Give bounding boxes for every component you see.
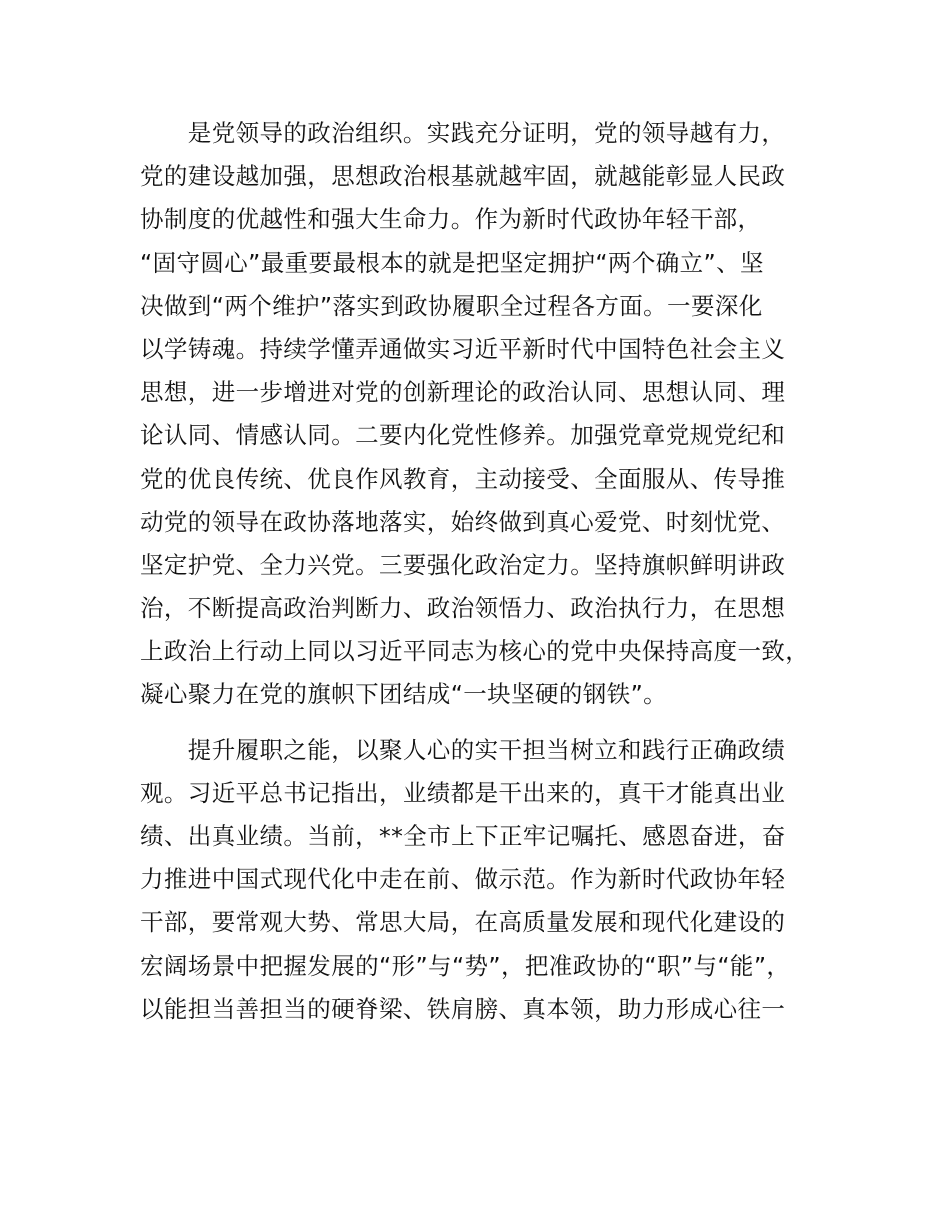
text-line: 凝心聚力在党的旗帜下团结成“一块坚硬的钢铁”。: [140, 680, 668, 709]
text-line: 以学铸魂。持续学懂弄通做实习近平新时代中国特色社会主义: [140, 334, 786, 363]
text-line: 思想，进一步增进对党的创新理论的政治认同、思想认同、理: [140, 378, 786, 407]
text-line: 力推进中国式现代化中走在前、做示范。作为新时代政协年轻: [140, 865, 786, 894]
text-line: 观。习近平总书记指出，业绩都是干出来的，真干才能真出业: [140, 778, 786, 807]
text-line: 决做到“两个维护”落实到政协履职全过程各方面。一要深化: [140, 291, 763, 320]
text-line: 绩、出真业绩。当前，**全市上下正牢记嘱托、感恩奋进，奋: [140, 822, 786, 850]
text-line: 党的优良传统、优良作风教育，主动接受、全面服从、传导推: [140, 464, 786, 493]
text-line: 治，不断提高政治判断力、政治领悟力、政治执行力，在思想: [140, 594, 786, 623]
text-line: “固守圆心”最重要最根本的就是把坚定拥护“两个确立”、坚: [140, 248, 764, 277]
text-line: 以能担当善担当的硬脊梁、铁肩膀、真本领，助力形成心往一: [140, 994, 786, 1023]
text-line: 干部，要常观大势、常思大局，在高质量发展和现代化建设的: [140, 908, 786, 937]
text-line: 提升履职之能，以聚人心的实干担当树立和践行正确政绩: [140, 735, 786, 764]
text-line: 上政治上行动上同以习近平同志为核心的党中央保持高度一致，: [140, 637, 810, 666]
paragraph-1: [140, 112, 840, 717]
text-line: 宏阔场景中把握发展的“形”与“势”，把准政协的“职”与“能”，: [140, 951, 791, 980]
text-line: 论认同、情感认同。二要内化党性修养。加强党章党规党纪和: [140, 421, 786, 450]
paragraph-gap: [140, 717, 840, 729]
text-line: 是党领导的政治组织。实践充分证明，党的领导越有力，: [140, 119, 786, 147]
text-line: 坚定护党、全力兴党。三要强化政治定力。坚持旗帜鲜明讲政: [140, 550, 786, 579]
document-body: [140, 112, 840, 1031]
paragraph-2: [140, 729, 840, 1031]
text-line: 协制度的优越性和强大生命力。作为新时代政协年轻干部，: [140, 205, 762, 234]
text-line: 党的建设越加强，思想政治根基就越牢固，就越能彰显人民政: [140, 162, 786, 191]
text-line: 动党的领导在政协落地落实，始终做到真心爱党、时刻忧党、: [140, 507, 786, 536]
